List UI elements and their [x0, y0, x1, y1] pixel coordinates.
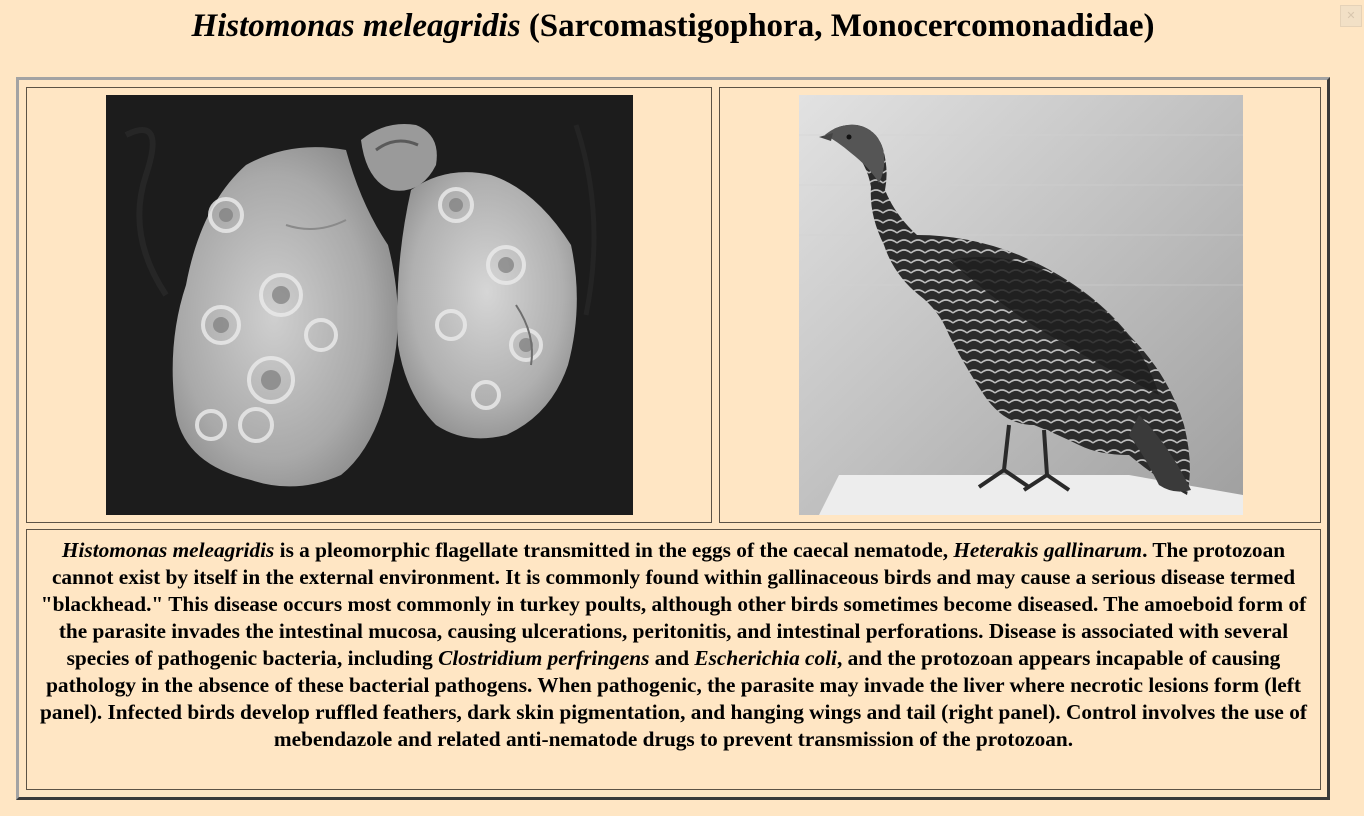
- page-title: [0, 6, 1346, 46]
- description-text-4: , and the protozoan appears incapable of causing pathology in the absence of these bacterial pathogens. When pathogenic, the parasite may invade the liver where necrotic lesions form (left panel). Infected birds develop ruffled feathers, dark skin pigmentation, and hanging wings and tail (right panel). Control involves the use of mebendazole and related anti-nematode drugs to prevent transmission of the protozoan.: [40, 646, 1307, 751]
- close-icon[interactable]: ✕: [1340, 5, 1362, 27]
- bacterium-name-1: Clostridium perfringens: [438, 646, 650, 670]
- diseased-turkey-photo: [799, 95, 1243, 515]
- bacterium-name-2: Escherichia coli: [694, 646, 837, 670]
- description-text-3: and: [649, 646, 695, 670]
- title-taxonomy: (Sarcomastigophora, Monocercomonadidae): [528, 8, 1155, 44]
- title-species-name: Histomonas meleagridis: [191, 8, 521, 44]
- nematode-name: Heterakis gallinarum: [953, 538, 1143, 562]
- species-name: Histomonas meleagridis: [61, 538, 275, 562]
- liver-lesions-image: [106, 95, 633, 515]
- turkey-image: [799, 95, 1243, 515]
- description-text-1: is a pleomorphic flagellate transmitted in the eggs of the caecal nematode,: [274, 538, 954, 562]
- description-text-2: . The protozoan cannot exist by itself in the external environment. It is commonly found within gallinaceous birds and may cause a serious disease termed "blackhead." This disease occurs most commonly in turkey poults, although other birds sometimes become diseased. The amoeboid form of the parasite invades the intestinal mucosa, causing ulcerations, peritonitis, and intestinal perforations. Disease is associated with several species of pathogenic bacteria, including: [40, 538, 1307, 670]
- liver-lesions-photo: [106, 95, 633, 515]
- description-paragraph: [32, 537, 1315, 753]
